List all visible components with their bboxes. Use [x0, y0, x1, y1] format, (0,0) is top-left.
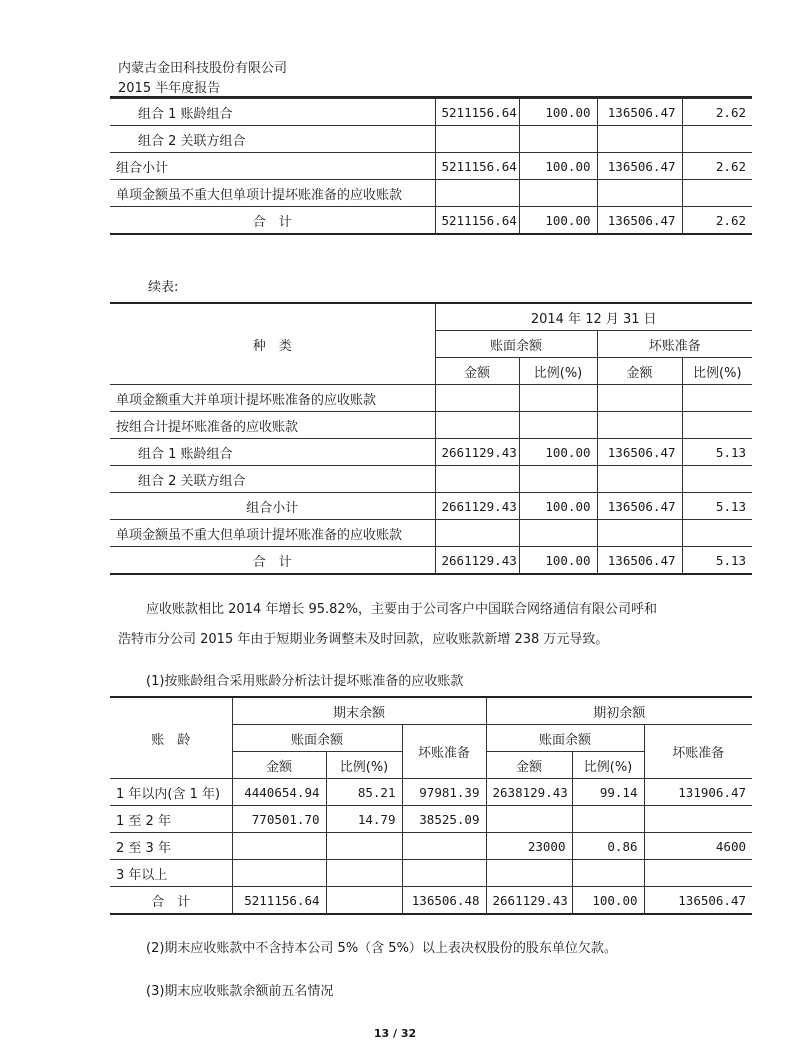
table-row	[110, 493, 752, 520]
end-ratio-cell	[326, 860, 402, 887]
table-row	[110, 779, 752, 806]
table-row	[110, 385, 752, 412]
provision-cell: 136506.47	[597, 439, 682, 466]
begin-ratio-cell: 0.86	[572, 833, 644, 860]
row-label: 单项金额虽不重大但单项计提坏账准备的应收账款	[110, 180, 435, 207]
section-3-title: (3)期末应收账款余额前五名情况	[146, 984, 334, 999]
pct-cell: 2.62	[682, 207, 752, 235]
ratio-cell	[519, 180, 597, 207]
amount-cell: 2661129.43	[435, 547, 519, 575]
ratio-cell: 100.00	[519, 99, 597, 126]
ratio-header: 比例(%)	[682, 358, 752, 385]
end-bad-debt-cell: 136506.48	[402, 887, 486, 915]
begin-amount-cell: 2661129.43	[486, 887, 572, 915]
amount-cell	[435, 180, 519, 207]
row-label: 组合 2 关联方组合	[110, 126, 435, 153]
end-amount-cell	[232, 860, 326, 887]
end-ratio-cell	[326, 833, 402, 860]
page-number: 13 / 32	[373, 1027, 417, 1040]
begin-amount-cell: 23000	[486, 833, 572, 860]
pct-cell	[682, 385, 752, 412]
table-row	[110, 99, 752, 126]
table-row	[110, 833, 752, 860]
ratio-cell	[519, 520, 597, 547]
section-1-title: (1)按账龄组合采用账龄分析法计提坏账准备的应收账款	[146, 674, 464, 689]
amount-header: 金额	[597, 358, 682, 385]
provision-cell	[597, 412, 682, 439]
begin-bad-debt-cell: 136506.47	[644, 887, 752, 915]
end-bad-debt-cell: 38525.09	[402, 806, 486, 833]
end-ratio-cell	[326, 887, 402, 915]
end-ratio-cell: 14.79	[326, 806, 402, 833]
begin-ratio-cell: 100.00	[572, 887, 644, 915]
age-label: 2 至 3 年	[110, 833, 232, 860]
begin-bad-debt-cell: 131906.47	[644, 779, 752, 806]
amount-cell	[435, 412, 519, 439]
row-label: 组合 1 账龄组合	[110, 439, 435, 466]
provision-cell	[597, 126, 682, 153]
continued-label: 续表:	[148, 280, 179, 295]
table-row	[110, 520, 752, 547]
table-row	[110, 153, 752, 180]
ratio-cell	[519, 466, 597, 493]
category-header: 种 类	[110, 303, 435, 385]
section-2-text: (2)期末应收账款中不含持本公司 5%（含 5%）以上表决权股份的股东单位欠款。	[146, 941, 617, 956]
begin-bad-debt-cell	[644, 860, 752, 887]
end-bad-debt-cell	[402, 860, 486, 887]
amount-header: 金额	[435, 358, 519, 385]
age-header: 账 龄	[110, 697, 232, 779]
amount-cell: 2661129.43	[435, 439, 519, 466]
date-header: 2014 年 12 月 31 日	[435, 303, 752, 331]
begin-amount-cell: 2638129.43	[486, 779, 572, 806]
pct-cell	[682, 520, 752, 547]
table-prior-period	[110, 302, 752, 575]
ratio-cell: 100.00	[519, 493, 597, 520]
ratio-cell: 100.00	[519, 207, 597, 235]
end-amount-cell: 770501.70	[232, 806, 326, 833]
provision-cell: 136506.47	[597, 153, 682, 180]
amount-cell	[435, 520, 519, 547]
company-name: 内蒙古金田科技股份有限公司	[118, 61, 288, 76]
pct-cell: 5.13	[682, 547, 752, 575]
ratio-cell	[519, 412, 597, 439]
header-row	[110, 697, 752, 725]
row-label: 合 计	[110, 207, 435, 235]
pct-cell: 2.62	[682, 153, 752, 180]
begin-ratio-cell: 99.14	[572, 779, 644, 806]
row-label: 组合小计	[110, 153, 435, 180]
end-amount-cell: 5211156.64	[232, 887, 326, 915]
total-row	[110, 887, 752, 915]
end-ratio-cell: 85.21	[326, 779, 402, 806]
amount-cell: 5211156.64	[435, 153, 519, 180]
row-label: 组合 2 关联方组合	[110, 466, 435, 493]
total-row	[110, 207, 752, 235]
age-label: 1 至 2 年	[110, 806, 232, 833]
table-row	[110, 439, 752, 466]
amount-cell	[435, 385, 519, 412]
table-row	[110, 180, 752, 207]
period-begin-header: 期初余额	[486, 697, 752, 725]
table-row	[110, 466, 752, 493]
ratio-cell: 100.00	[519, 547, 597, 575]
end-bad-debt-cell: 97981.39	[402, 779, 486, 806]
row-label: 组合小计	[110, 493, 435, 520]
explanation-line-1: 应收账款相比 2014 年增长 95.82%，主要由于公司客户中国联合网络通信有限公司呼和	[146, 602, 658, 617]
table-row	[110, 860, 752, 887]
book-balance-header: 账面余额	[232, 725, 402, 752]
age-label: 1 年以内(含 1 年)	[110, 779, 232, 806]
provision-cell: 136506.47	[597, 493, 682, 520]
ratio-cell	[519, 385, 597, 412]
pct-cell	[682, 180, 752, 207]
begin-amount-cell	[486, 860, 572, 887]
begin-ratio-cell	[572, 860, 644, 887]
period-end-header: 期末余额	[232, 697, 486, 725]
provision-cell	[597, 520, 682, 547]
row-label: 按组合计提坏账准备的应收账款	[110, 412, 435, 439]
ratio-header: 比例(%)	[572, 752, 644, 779]
pct-cell: 5.13	[682, 493, 752, 520]
ratio-header: 比例(%)	[519, 358, 597, 385]
begin-ratio-cell	[572, 806, 644, 833]
row-label: 单项金额虽不重大但单项计提坏账准备的应收账款	[110, 520, 435, 547]
end-bad-debt-cell	[402, 833, 486, 860]
pct-cell	[682, 466, 752, 493]
ratio-cell: 100.00	[519, 439, 597, 466]
end-amount-cell	[232, 833, 326, 860]
provision-cell	[597, 466, 682, 493]
amount-cell	[435, 126, 519, 153]
ratio-cell	[519, 126, 597, 153]
amount-cell: 5211156.64	[435, 207, 519, 235]
bad-debt-header: 坏账准备	[402, 725, 486, 779]
book-balance-header: 账面余额	[435, 331, 597, 358]
ratio-header: 比例(%)	[326, 752, 402, 779]
pct-cell: 5.13	[682, 439, 752, 466]
total-row	[110, 547, 752, 575]
provision-cell	[597, 180, 682, 207]
amount-header: 金额	[232, 752, 326, 779]
row-label: 单项金额重大并单项计提坏账准备的应收账款	[110, 385, 435, 412]
header-row	[110, 303, 752, 331]
begin-amount-cell	[486, 806, 572, 833]
amount-cell: 5211156.64	[435, 99, 519, 126]
end-amount-cell: 4440654.94	[232, 779, 326, 806]
provision-cell: 136506.47	[597, 99, 682, 126]
pct-cell	[682, 412, 752, 439]
row-label: 组合 1 账龄组合	[110, 99, 435, 126]
row-label: 合 计	[110, 547, 435, 575]
table-row	[110, 806, 752, 833]
report-title: 2015 半年度报告	[118, 81, 221, 96]
ratio-cell: 100.00	[519, 153, 597, 180]
table-current-period	[110, 98, 752, 235]
table-row	[110, 126, 752, 153]
amount-cell: 2661129.43	[435, 493, 519, 520]
pct-cell: 2.62	[682, 99, 752, 126]
begin-bad-debt-cell: 4600	[644, 833, 752, 860]
provision-cell: 136506.47	[597, 547, 682, 575]
age-label: 3 年以上	[110, 860, 232, 887]
provision-cell: 136506.47	[597, 207, 682, 235]
provision-cell	[597, 385, 682, 412]
bad-debt-header: 坏账准备	[597, 331, 752, 358]
amount-header: 金额	[486, 752, 572, 779]
amount-cell	[435, 466, 519, 493]
explanation-line-2: 浩特市分公司 2015 年由于短期业务调整未及时回款，应收账款新增 238 万元导致。	[118, 632, 609, 647]
table-row	[110, 412, 752, 439]
begin-bad-debt-cell	[644, 806, 752, 833]
bad-debt-header: 坏账准备	[644, 725, 752, 779]
book-balance-header: 账面余额	[486, 725, 644, 752]
table-aging-analysis	[110, 696, 752, 915]
age-label: 合 计	[110, 887, 232, 915]
pct-cell	[682, 126, 752, 153]
